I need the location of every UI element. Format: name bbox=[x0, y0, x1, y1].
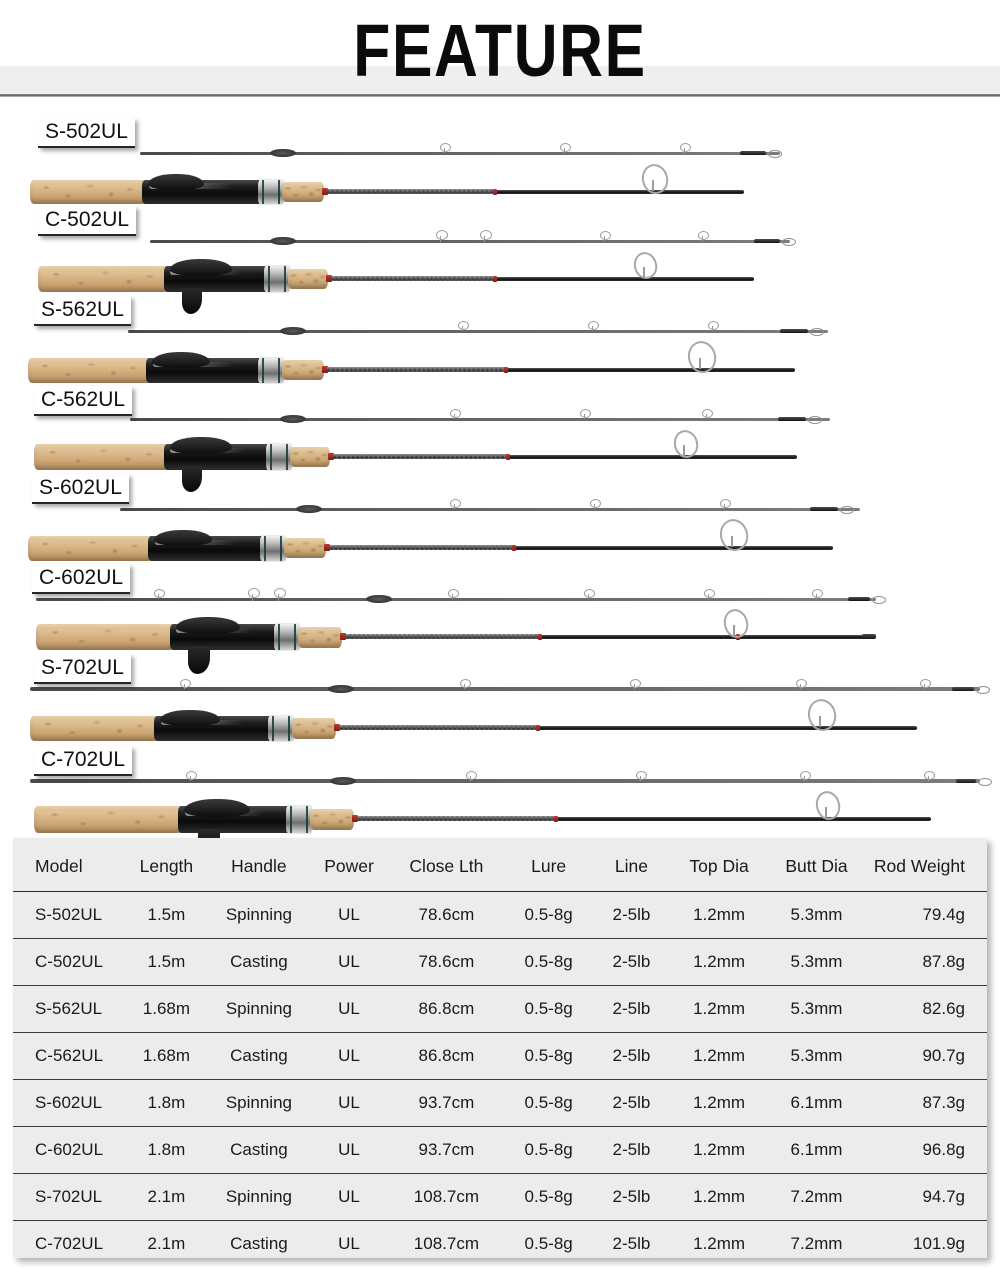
guide-leg bbox=[454, 414, 455, 419]
column-header-line: Line bbox=[592, 838, 670, 892]
cell-top-dia: 1.2mm bbox=[670, 1080, 767, 1127]
cell-butt-dia: 5.3mm bbox=[768, 892, 865, 939]
rod-tip-section bbox=[140, 148, 780, 158]
rod-blank bbox=[537, 726, 917, 730]
guide-icon bbox=[590, 499, 601, 508]
rod-gallery bbox=[0, 100, 1000, 828]
model-tag-s-502ul: S-502UL bbox=[38, 118, 135, 148]
guide-icon bbox=[588, 321, 599, 330]
ferrule bbox=[330, 777, 356, 785]
guide-leg bbox=[928, 776, 929, 781]
cell-model: S-602UL bbox=[13, 1080, 125, 1127]
table-row bbox=[13, 939, 987, 986]
column-header-close-lth: Close Lth bbox=[388, 838, 505, 892]
table-row bbox=[13, 1221, 987, 1268]
rod-butt-section bbox=[34, 798, 964, 838]
locking-collar bbox=[286, 806, 312, 833]
guide-icon bbox=[448, 589, 459, 598]
column-header-length: Length bbox=[125, 838, 208, 892]
cell-lure: 0.5-8g bbox=[505, 1127, 593, 1174]
cell-lure: 0.5-8g bbox=[505, 986, 593, 1033]
guide-leg bbox=[190, 776, 191, 781]
guide-leg bbox=[158, 594, 159, 599]
cell-butt-dia: 6.1mm bbox=[768, 1080, 865, 1127]
guide-icon bbox=[702, 409, 713, 418]
tip-top-guide bbox=[778, 417, 806, 421]
tip-top-ring-icon bbox=[840, 506, 854, 514]
table-row bbox=[13, 1080, 987, 1127]
guide-leg bbox=[464, 684, 465, 689]
table-row bbox=[13, 1033, 987, 1080]
ferrule bbox=[280, 415, 306, 423]
collar-ring bbox=[290, 806, 292, 833]
guide-icon bbox=[180, 679, 191, 688]
guide-leg bbox=[706, 414, 707, 419]
cell-top-dia: 1.2mm bbox=[670, 939, 767, 986]
cell-model: C-502UL bbox=[13, 939, 125, 986]
cell-handle: Spinning bbox=[208, 986, 310, 1033]
tip-top-ring-icon bbox=[810, 328, 824, 336]
collar-ring bbox=[306, 806, 308, 833]
cell-length: 1.68m bbox=[125, 1033, 208, 1080]
cell-top-dia: 1.2mm bbox=[670, 1033, 767, 1080]
cell-line: 2-5lb bbox=[592, 1174, 670, 1221]
rod-tip-section bbox=[30, 684, 980, 694]
tip-top-ring-icon bbox=[808, 416, 822, 424]
cell-power: UL bbox=[310, 986, 388, 1033]
model-tag-c-562ul: C-562UL bbox=[34, 386, 132, 416]
model-tag-s-702ul: S-702UL bbox=[34, 654, 131, 684]
guide-icon bbox=[450, 409, 461, 418]
tip-top-guide bbox=[848, 597, 870, 601]
guide-icon bbox=[630, 679, 641, 688]
cell-handle: Casting bbox=[208, 939, 310, 986]
guide-leg bbox=[684, 148, 685, 153]
cell-length: 1.68m bbox=[125, 986, 208, 1033]
cell-handle: Casting bbox=[208, 1033, 310, 1080]
cell-top-dia: 1.2mm bbox=[670, 1127, 767, 1174]
tip-top-guide bbox=[780, 329, 808, 333]
rod-blank-carbon bbox=[345, 634, 541, 639]
cell-rod-weight: 79.4g bbox=[865, 892, 987, 939]
guide-leg bbox=[702, 236, 703, 241]
tip-top-ring-icon bbox=[976, 686, 990, 694]
cell-butt-dia: 7.2mm bbox=[790, 1234, 843, 1253]
cell-close-lth: 93.7cm bbox=[388, 1127, 505, 1174]
cell-top-dia: 1.2mm bbox=[670, 986, 767, 1033]
rod-tip-section bbox=[128, 326, 828, 336]
tip-top-guide bbox=[810, 507, 838, 511]
cell-length: 1.8m bbox=[125, 1127, 208, 1174]
cell-rod-weight: 82.6g bbox=[865, 986, 987, 1033]
cell-handle: Spinning bbox=[208, 1080, 310, 1127]
cell-top-dia: 1.2mm bbox=[693, 1234, 746, 1253]
guide-leg bbox=[708, 594, 709, 599]
tip-top-ring-icon bbox=[978, 778, 992, 786]
cell-model: S-702UL bbox=[13, 1174, 125, 1221]
cell-power: UL bbox=[310, 939, 388, 986]
cell-power: UL bbox=[310, 1080, 388, 1127]
cell-close-lth: 78.6cm bbox=[388, 892, 505, 939]
guide-icon bbox=[698, 231, 709, 240]
guide-icon bbox=[480, 230, 492, 240]
table-header bbox=[13, 838, 987, 892]
guide-icon bbox=[924, 771, 935, 780]
table-row bbox=[13, 986, 987, 1033]
cell-close-lth: 108.7cm bbox=[388, 1174, 505, 1221]
guide-icon bbox=[248, 588, 260, 598]
guide-leg bbox=[584, 414, 585, 419]
page-title: FEATURE bbox=[353, 9, 647, 92]
rod-tip-section bbox=[36, 594, 876, 604]
cell-line: 2-5lb bbox=[592, 939, 670, 986]
guide-icon bbox=[812, 589, 823, 598]
accent-wrap bbox=[554, 816, 558, 822]
reel-seat-hook bbox=[170, 259, 232, 276]
cell-line: 2-5lb bbox=[592, 1127, 670, 1174]
rod-block-s-562ul bbox=[0, 278, 1000, 368]
table-row bbox=[13, 892, 987, 939]
tip-top-ring-icon bbox=[872, 596, 886, 604]
guide-leg bbox=[252, 594, 253, 601]
ferrule bbox=[328, 685, 354, 693]
cell-top-dia: 1.2mm bbox=[670, 1174, 767, 1221]
cell-butt-dia: 6.1mm bbox=[768, 1127, 865, 1174]
guide-leg bbox=[731, 536, 733, 547]
specification-table bbox=[13, 838, 987, 1267]
column-header-lure: Lure bbox=[505, 838, 593, 892]
rod-blank bbox=[555, 817, 931, 821]
cell-close-lth: 93.7cm bbox=[388, 1080, 505, 1127]
ferrule bbox=[366, 595, 392, 603]
guide-leg bbox=[816, 594, 817, 599]
guide-icon bbox=[458, 321, 469, 330]
cell-model: S-562UL bbox=[13, 986, 125, 1033]
guide-leg bbox=[454, 504, 455, 509]
tip-blank bbox=[150, 240, 790, 243]
tip-top-ring-icon bbox=[782, 238, 796, 246]
fore-grip bbox=[310, 809, 354, 830]
tip-blank bbox=[130, 418, 830, 421]
cell-butt-dia: 5.3mm bbox=[768, 986, 865, 1033]
cell-rod-weight: 90.7g bbox=[865, 1033, 987, 1080]
guide-leg bbox=[804, 776, 805, 781]
cell-power: UL bbox=[338, 1234, 360, 1253]
butt-tip-cap bbox=[862, 634, 876, 639]
tip-top-guide bbox=[956, 779, 976, 783]
cell-length: 1.8m bbox=[125, 1080, 208, 1127]
tip-blank bbox=[30, 687, 980, 691]
guide-leg bbox=[819, 716, 821, 727]
rod-blank bbox=[539, 635, 869, 639]
rod-block-s-502ul bbox=[0, 100, 1000, 188]
cell-power: UL bbox=[310, 1174, 388, 1221]
cell-line: 2-5lb bbox=[592, 1080, 670, 1127]
rod-tip-section bbox=[120, 504, 860, 514]
cell-rod-weight: 101.9g bbox=[913, 1234, 965, 1253]
guide-leg bbox=[594, 504, 595, 509]
cell-lure: 0.5-8g bbox=[505, 1080, 593, 1127]
guide-icon bbox=[440, 143, 451, 152]
model-tag-s-602ul: S-602UL bbox=[32, 474, 129, 504]
guide-leg bbox=[444, 148, 445, 153]
guide-icon bbox=[460, 679, 471, 688]
guide-icon bbox=[580, 409, 591, 418]
cell-butt-dia: 7.2mm bbox=[768, 1174, 865, 1221]
tip-top-guide bbox=[952, 687, 974, 691]
cell-length: 2.1m bbox=[147, 1234, 186, 1253]
tip-top-guide bbox=[754, 239, 780, 243]
cell-model: C-562UL bbox=[13, 1033, 125, 1080]
rod-tip-section bbox=[30, 776, 980, 786]
guide-icon bbox=[584, 589, 595, 598]
cell-top-dia: 1.2mm bbox=[670, 892, 767, 939]
rod-blank-carbon bbox=[357, 816, 557, 821]
rod-block-c-602ul bbox=[0, 548, 1000, 640]
specification-table-container bbox=[13, 838, 987, 1258]
guide-leg bbox=[712, 326, 713, 331]
guide-leg bbox=[462, 326, 463, 331]
cell-close-lth: 108.7cm bbox=[413, 1234, 479, 1253]
cell-line: 2-5lb bbox=[592, 892, 670, 939]
model-tag-c-602ul: C-602UL bbox=[32, 564, 130, 594]
guide-leg bbox=[278, 594, 279, 601]
guide-leg bbox=[683, 445, 685, 456]
rod-block-s-602ul bbox=[0, 458, 1000, 548]
cell-lure: 0.5-8g bbox=[524, 1234, 573, 1253]
model-tag-s-562ul: S-562UL bbox=[34, 296, 131, 326]
guide-leg bbox=[643, 267, 645, 278]
tip-blank bbox=[30, 779, 980, 783]
guide-leg bbox=[800, 684, 801, 689]
guide-leg bbox=[440, 236, 441, 242]
guide-icon bbox=[920, 679, 931, 688]
guide-leg bbox=[470, 776, 471, 781]
guide-leg bbox=[564, 148, 565, 153]
cell-line: 2-5lb bbox=[592, 1033, 670, 1080]
cell-lure: 0.5-8g bbox=[505, 1174, 593, 1221]
rod-block-c-562ul bbox=[0, 368, 1000, 458]
column-header-rod-weight: Rod Weight bbox=[865, 838, 987, 892]
reel-seat-hook bbox=[154, 530, 212, 546]
guide-icon bbox=[720, 499, 731, 508]
cell-lure: 0.5-8g bbox=[505, 1033, 593, 1080]
reel-seat-hook bbox=[170, 437, 232, 454]
rod-block-c-502ul bbox=[0, 188, 1000, 278]
cell-length: 1.5m bbox=[125, 892, 208, 939]
cell-power: UL bbox=[310, 1127, 388, 1174]
rod-blank-carbon bbox=[339, 725, 539, 730]
cell-handle: Spinning bbox=[208, 892, 310, 939]
page-header bbox=[0, 0, 1000, 100]
column-header-butt-dia: Butt Dia bbox=[768, 838, 865, 892]
cell-handle: Casting bbox=[230, 1234, 288, 1253]
cell-lure: 0.5-8g bbox=[505, 892, 593, 939]
reel-seat-hook bbox=[160, 710, 220, 726]
guide-icon bbox=[600, 231, 611, 240]
guide-leg bbox=[588, 594, 589, 599]
cell-length: 2.1m bbox=[125, 1174, 208, 1221]
guide-icon bbox=[636, 771, 647, 780]
guide-icon bbox=[450, 499, 461, 508]
cell-line: 2-5lb bbox=[592, 986, 670, 1033]
tip-top-ring-icon bbox=[768, 150, 782, 158]
table-row bbox=[13, 1127, 987, 1174]
column-header-power: Power bbox=[310, 838, 388, 892]
tip-blank bbox=[36, 598, 876, 601]
reel-seat-hook bbox=[152, 352, 210, 368]
guide-icon bbox=[436, 230, 448, 240]
cell-model: C-602UL bbox=[13, 1127, 125, 1174]
cell-line: 2-5lb bbox=[612, 1234, 651, 1253]
cell-length: 1.5m bbox=[125, 939, 208, 986]
guide-icon bbox=[154, 589, 165, 598]
guide-icon bbox=[560, 143, 571, 152]
tip-blank bbox=[128, 330, 828, 333]
cell-handle: Casting bbox=[208, 1127, 310, 1174]
accent-wrap bbox=[536, 725, 540, 731]
guide-icon bbox=[796, 679, 807, 688]
column-header-top-dia: Top Dia bbox=[670, 838, 767, 892]
reel-seat-hook bbox=[184, 799, 250, 817]
guide-icon bbox=[704, 589, 715, 598]
guide-icon bbox=[680, 143, 691, 152]
reel-seat-hook bbox=[176, 617, 240, 634]
ferrule bbox=[280, 327, 306, 335]
guide-leg bbox=[724, 504, 725, 509]
guide-leg bbox=[640, 776, 641, 781]
cell-butt-dia: 5.3mm bbox=[768, 1033, 865, 1080]
cell-power: UL bbox=[310, 892, 388, 939]
ferrule bbox=[270, 237, 296, 245]
guide-icon bbox=[186, 771, 197, 780]
cell-butt-dia: 5.3mm bbox=[768, 939, 865, 986]
rod-tip-section bbox=[150, 236, 790, 246]
tip-top-guide bbox=[740, 151, 766, 155]
rod-illustration-c-702ul bbox=[0, 776, 1000, 846]
cell-close-lth: 86.8cm bbox=[388, 986, 505, 1033]
tip-blank bbox=[120, 508, 860, 511]
guide-icon bbox=[466, 771, 477, 780]
guide-leg bbox=[924, 684, 925, 689]
cell-model: C-702UL bbox=[35, 1234, 104, 1253]
ferrule bbox=[296, 505, 322, 513]
column-header-handle: Handle bbox=[208, 838, 310, 892]
guide-leg bbox=[733, 625, 735, 636]
guide-leg bbox=[604, 236, 605, 241]
guide-leg bbox=[184, 684, 185, 689]
rod-tip-section bbox=[130, 414, 830, 424]
cell-close-lth: 78.6cm bbox=[388, 939, 505, 986]
ferrule bbox=[270, 149, 296, 157]
guide-leg bbox=[452, 594, 453, 599]
cell-power: UL bbox=[310, 1033, 388, 1080]
cell-rod-weight: 87.3g bbox=[865, 1080, 987, 1127]
header-divider bbox=[0, 94, 1000, 97]
cell-close-lth: 86.8cm bbox=[388, 1033, 505, 1080]
rear-grip bbox=[34, 806, 182, 833]
cell-model: S-502UL bbox=[13, 892, 125, 939]
guide-icon bbox=[708, 321, 719, 330]
cell-rod-weight: 87.8g bbox=[865, 939, 987, 986]
model-tag-c-702ul: C-702UL bbox=[34, 746, 132, 776]
rod-block-s-702ul bbox=[0, 640, 1000, 732]
guide-icon bbox=[800, 771, 811, 780]
table-row bbox=[13, 1174, 987, 1221]
table-header-row bbox=[13, 838, 987, 892]
cell-rod-weight: 96.8g bbox=[865, 1127, 987, 1174]
guide-leg bbox=[634, 684, 635, 689]
cell-rod-weight: 94.7g bbox=[865, 1174, 987, 1221]
model-tag-c-502ul: C-502UL bbox=[38, 206, 136, 236]
guide-leg bbox=[825, 807, 827, 818]
cell-handle: Spinning bbox=[208, 1174, 310, 1221]
guide-leg bbox=[592, 326, 593, 331]
table-body bbox=[13, 892, 987, 1268]
column-header-model: Model bbox=[13, 838, 125, 892]
guide-leg bbox=[484, 236, 485, 242]
rod-block-c-702ul bbox=[0, 732, 1000, 828]
cell-lure: 0.5-8g bbox=[505, 939, 593, 986]
guide-icon bbox=[274, 588, 286, 598]
